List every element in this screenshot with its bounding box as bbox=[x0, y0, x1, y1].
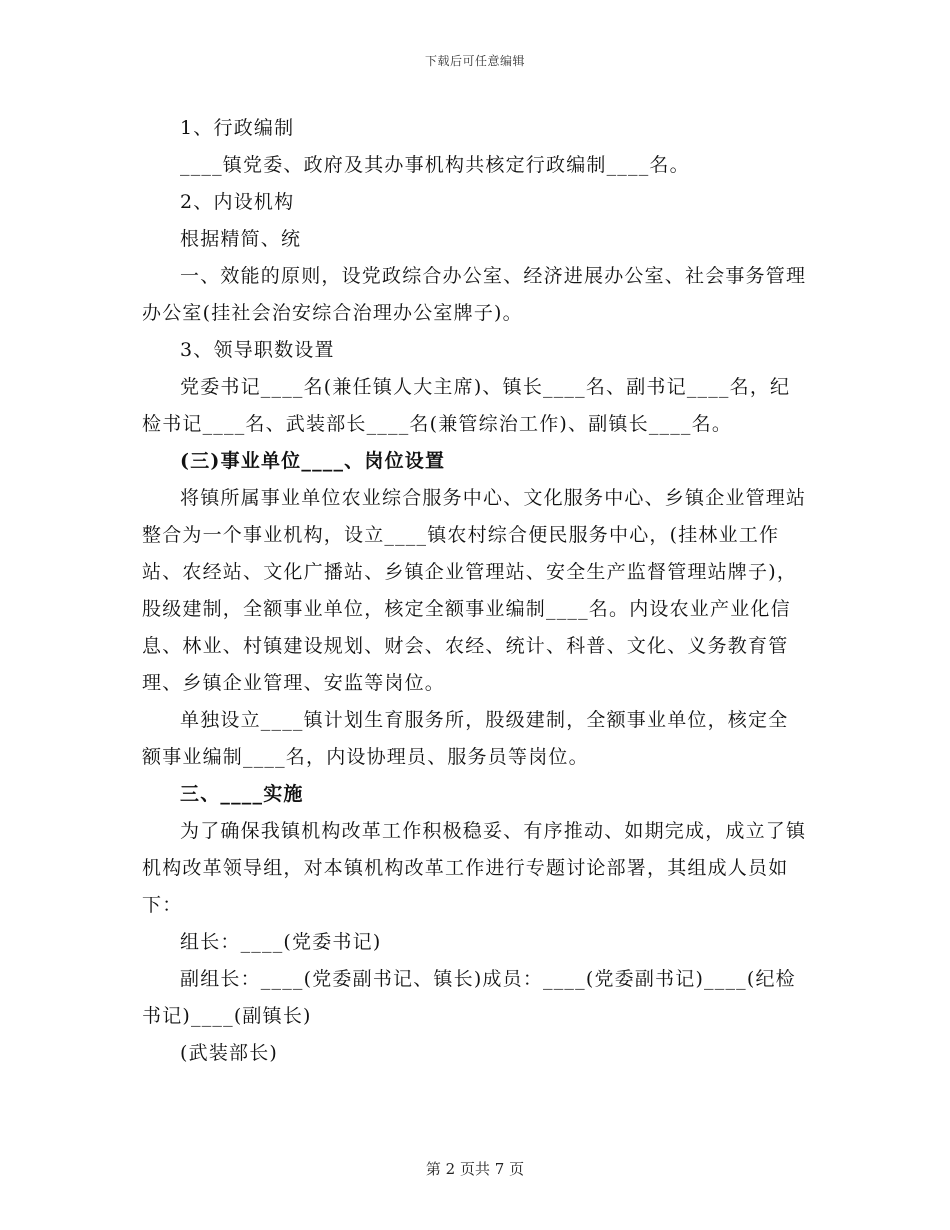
paragraph-deputy-and-members: 副组长：____(党委副书记、镇长)成员：____(党委副书记)____(纪检书记)____(副镇长) bbox=[142, 968, 796, 1027]
paragraph-principle-intro: 根据精简、统 bbox=[180, 228, 302, 250]
section-heading-internal-institutions: 2、内设机构 bbox=[180, 191, 295, 213]
paragraph-service-center: 将镇所属事业单位农业综合服务中心、文化服务中心、乡镇企业管理站整合为一个事业机构，设立____镇农村综合便民服务中心，(挂林业工作站、农经站、文化广播站、乡镇企业管理站、安全生产监督管理站牌子)，股级建制，全额事业单位，核定全额事业编制____名。内设农业产业化信息、林业、村镇建设规划、财会、农经、统计、科普、文化、义务教育管理、乡镇企业管理、安监等岗位。 bbox=[142, 487, 807, 694]
section-heading-leadership-posts: 3、领导职数设置 bbox=[180, 339, 335, 361]
paragraph-group-leader: 组长：____(党委书记) bbox=[180, 931, 382, 953]
page-footer-indicator: 第 2 页共 7 页 bbox=[425, 1160, 525, 1178]
section-heading-implementation: 三、____实施 bbox=[180, 783, 304, 805]
paragraph-leadership-posts: 党委书记____名(兼任镇人大主席)、镇长____名、副书记____名，纪检书记____名、武装部长____名(兼管综治工作)、副镇长____名。 bbox=[142, 376, 791, 435]
paragraph-admin-staffing: ____镇党委、政府及其办事机构共核定行政编制____名。 bbox=[180, 154, 690, 176]
paragraph-family-planning: 单独设立____镇计划生育服务所，股级建制，全额事业单位，核定全额事业编制____名，内设协理员、服务员等岗位。 bbox=[142, 709, 789, 768]
paragraph-armed-forces-head: (武装部长) bbox=[180, 1042, 279, 1064]
section-heading-public-institutions: (三)事业单位____、岗位设置 bbox=[180, 450, 446, 472]
document-body bbox=[142, 110, 808, 1072]
paragraph-leading-group: 为了确保我镇机构改革工作积极稳妥、有序推动、如期完成，成立了镇机构改革领导组，对本镇机构改革工作进行专题讨论部署，其组成人员如下： bbox=[142, 820, 807, 916]
section-heading-admin-staffing: 1、行政编制 bbox=[180, 117, 295, 139]
paragraph-offices: 一、效能的原则，设党政综合办公室、经济进展办公室、社会事务管理办公室(挂社会治安综合治理办公室牌子)。 bbox=[142, 265, 807, 324]
page-header-note: 下载后可任意编辑 bbox=[424, 54, 525, 68]
